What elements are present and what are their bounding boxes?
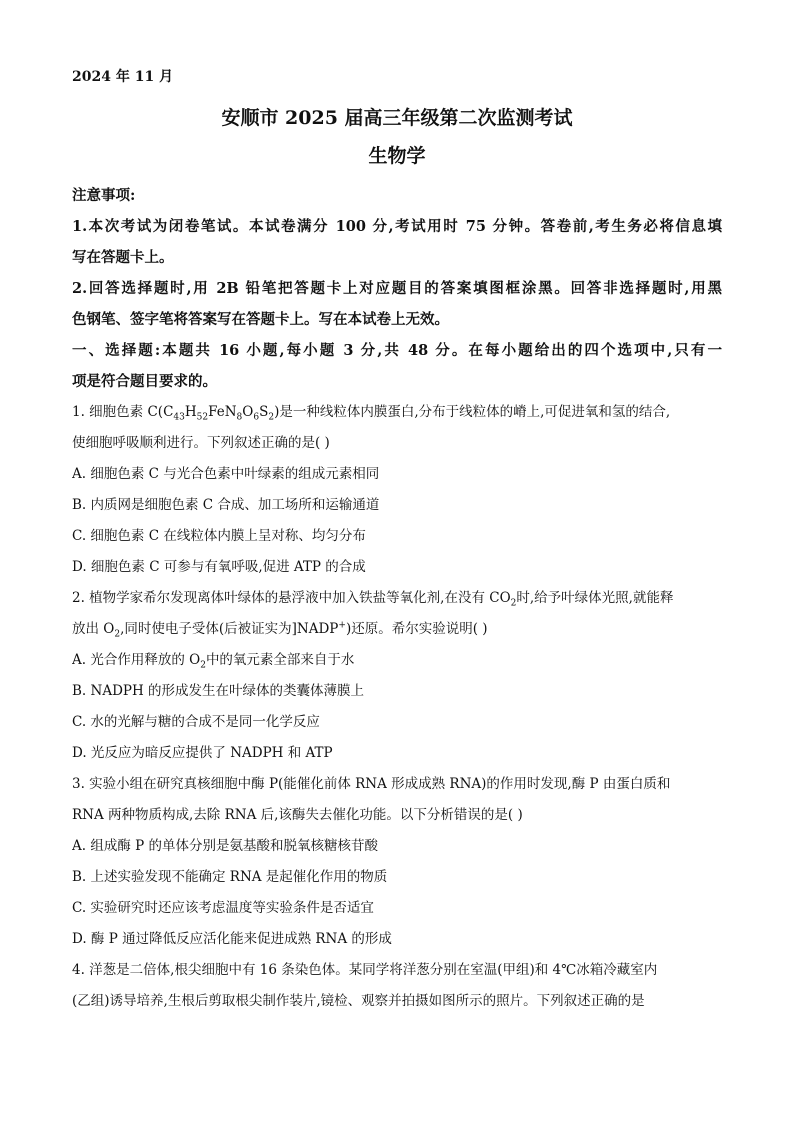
exam-content	[72, 180, 722, 1017]
exam-title: 安顺市 2025 届高三年级第二次监测考试	[221, 107, 573, 129]
question-1-stem-line-2: 使细胞呼吸顺利进行。下列叙述正确的是( )	[72, 435, 330, 451]
question-2-stem-line-2: 放出 $O_2$,同时使电子受体(后被证实为]NADP+)还原。希尔实验说明( )	[72, 620, 488, 640]
question-1-option-a: A. 细胞色素 C 与光合色素中叶绿素的组成元素相同	[72, 466, 380, 482]
question-3-stem-line-1: 3. 实验小组在研究真核细胞中酶 P(能催化前体 RNA 形成成熟 RNA)的作用时发现,酶 P 由蛋白质和	[72, 776, 671, 792]
exam-date: 2024 年 11 月	[72, 69, 174, 85]
notice-heading: 注意事项:	[72, 187, 136, 204]
question-2-option-b: B. NADPH 的形成发生在叶绿体的类囊体薄膜上	[72, 683, 365, 699]
question-4-stem-line-2: (乙组)诱导培养,生根后剪取根尖制作装片,镜检、观察并拍摄如图所示的照片。下列叙述正确的是	[72, 993, 645, 1009]
question-3-option-a: A. 组成酶 P 的单体分别是氨基酸和脱氧核糖核苷酸	[72, 838, 378, 854]
notice-item-1-line-1: 1.本次考试为闭卷笔试。本试卷满分 100 分,考试用时 75 分钟。答卷前,考生务必将信息填	[72, 218, 722, 235]
question-2-stem-line-1: 2. 植物学家希尔发现离体叶绿体的悬浮液中加入铁盐等氧化剂,在没有 $CO_2$时,给予叶绿体光照,就能释	[72, 590, 674, 609]
question-3-option-b: B. 上述实验发现不能确定 RNA 是起催化作用的物质	[72, 869, 388, 885]
question-2-option-a: A. 光合作用释放的 $O_2$中的氧元素全部来自于水	[72, 652, 355, 671]
notice-item-1-line-2: 写在答题卡上。	[72, 249, 174, 266]
notice-item-2-line-2: 色钢笔、签字笔将答案写在答题卡上。写在本试卷上无效。	[72, 311, 449, 328]
question-3-option-d: D. 酶 P 通过降低反应活化能来促进成熟 RNA 的形成	[72, 931, 392, 947]
question-1-option-c: C. 细胞色素 C 在线粒体内膜上呈对称、均匀分布	[72, 528, 366, 544]
question-1-stem-line-1: 1. 细胞色素 $C(C_{43}H_{52}FeN_8O_6S_2)$是一种线粒体内膜蛋白,分布于线粒体的嵴上,可促进氧和氢的结合,	[72, 404, 671, 423]
question-3-option-c: C. 实验研究时还应该考虑温度等实验条件是否适宜	[72, 900, 374, 916]
question-2-option-c: C. 水的光解与糖的合成不是同一化学反应	[72, 714, 320, 730]
question-1-option-b: B. 内质网是细胞色素 C 合成、加工场所和运输通道	[72, 497, 380, 513]
question-1-option-d: D. 细胞色素 C 可参与有氧呼吸,促进 ATP 的合成	[72, 559, 366, 575]
section-heading-line-2: 项是符合题目要求的。	[72, 373, 217, 390]
question-2-option-d: D. 光反应为暗反应提供了 NADPH 和 ATP	[72, 745, 333, 761]
exam-subject: 生物学	[368, 145, 426, 167]
section-heading-line-1: 一、选择题:本题共 16 小题,每小题 3 分,共 48 分。在每小题给出的四个选项中,只有一	[72, 342, 722, 359]
formula: $C_{43}H_{52}FeN_8O_6S_2$	[163, 404, 275, 423]
notice-item-2-line-1: 2.回答选择题时,用 2B 铅笔把答题卡上对应题目的答案填图框涂黑。回答非选择题时,用黑	[72, 280, 722, 297]
question-4-stem-line-1: 4. 洋葱是二倍体,根尖细胞中有 16 条染色体。某同学将洋葱分别在室温(甲组)和 4℃冰箱冷藏室内	[72, 962, 658, 978]
question-3-stem-line-2: RNA 两种物质构成,去除 RNA 后,该酶失去催化功能。以下分析错误的是( )	[72, 807, 523, 823]
